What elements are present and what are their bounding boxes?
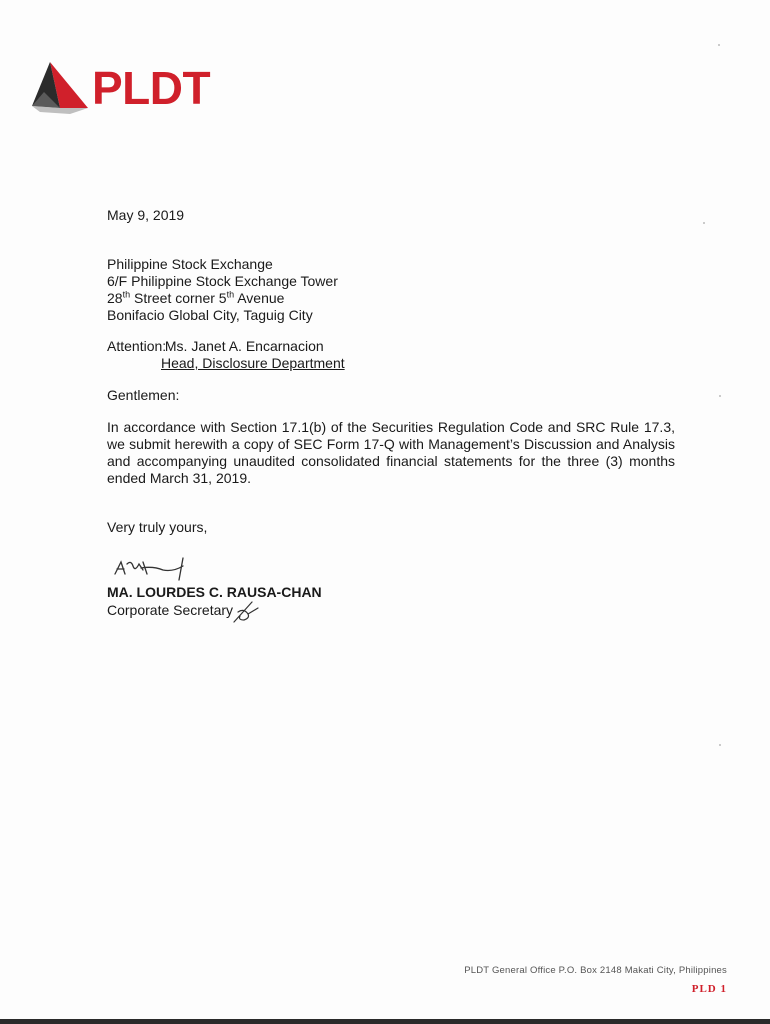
attention-block — [107, 338, 345, 372]
body-line-3: and accompanying unaudited consolidated financial statements for the three (3) months — [107, 453, 675, 469]
letter-body — [107, 419, 675, 487]
pldt-logo-mark-icon — [30, 62, 88, 114]
footer-code: PLD 1 — [691, 983, 727, 995]
closing: Very truly yours, — [107, 519, 208, 535]
footer-address: PLDT General Office P.O. Box 2148 Makati City, Philippines — [464, 965, 727, 976]
scan-speck — [719, 744, 721, 746]
attention-title: Head, Disclosure Department — [161, 355, 345, 371]
letter-date: May 9, 2019 — [107, 207, 185, 223]
recipient-address — [107, 256, 338, 324]
salutation: Gentlemen: — [107, 387, 180, 403]
body-line-4: ended March 31, 2019. — [107, 470, 251, 486]
scan-speck — [719, 395, 721, 397]
handwritten-signature — [113, 556, 193, 582]
signer-title: Corporate Secretary — [107, 602, 234, 618]
scan-speck — [703, 222, 705, 224]
attention-name: Ms. Janet A. Encarnacion — [164, 338, 324, 354]
scan-bottom-edge — [0, 1019, 770, 1024]
body-line-1: In accordance with Section 17.1(b) of the Securities Regulation Code and SRC Rule 17.3, — [107, 419, 675, 435]
pldt-logo — [30, 62, 210, 114]
recipient-line-4: Bonifacio Global City, Taguig City — [107, 307, 313, 323]
handwritten-initials — [230, 598, 260, 624]
signer-name: MA. LOURDES C. RAUSA-CHAN — [107, 584, 322, 600]
recipient-line-2: 6/F Philippine Stock Exchange Tower — [107, 273, 338, 289]
recipient-line-3: 28th Street corner 5th Avenue — [107, 289, 285, 306]
scan-speck — [718, 44, 720, 46]
recipient-line-1: Philippine Stock Exchange — [107, 256, 273, 272]
body-line-2: we submit herewith a copy of SEC Form 17-Q with Management’s Discussion and Analysis — [107, 436, 675, 452]
attention-label: Attention: — [107, 338, 167, 354]
logo-wordmark: PLDT — [92, 62, 211, 114]
